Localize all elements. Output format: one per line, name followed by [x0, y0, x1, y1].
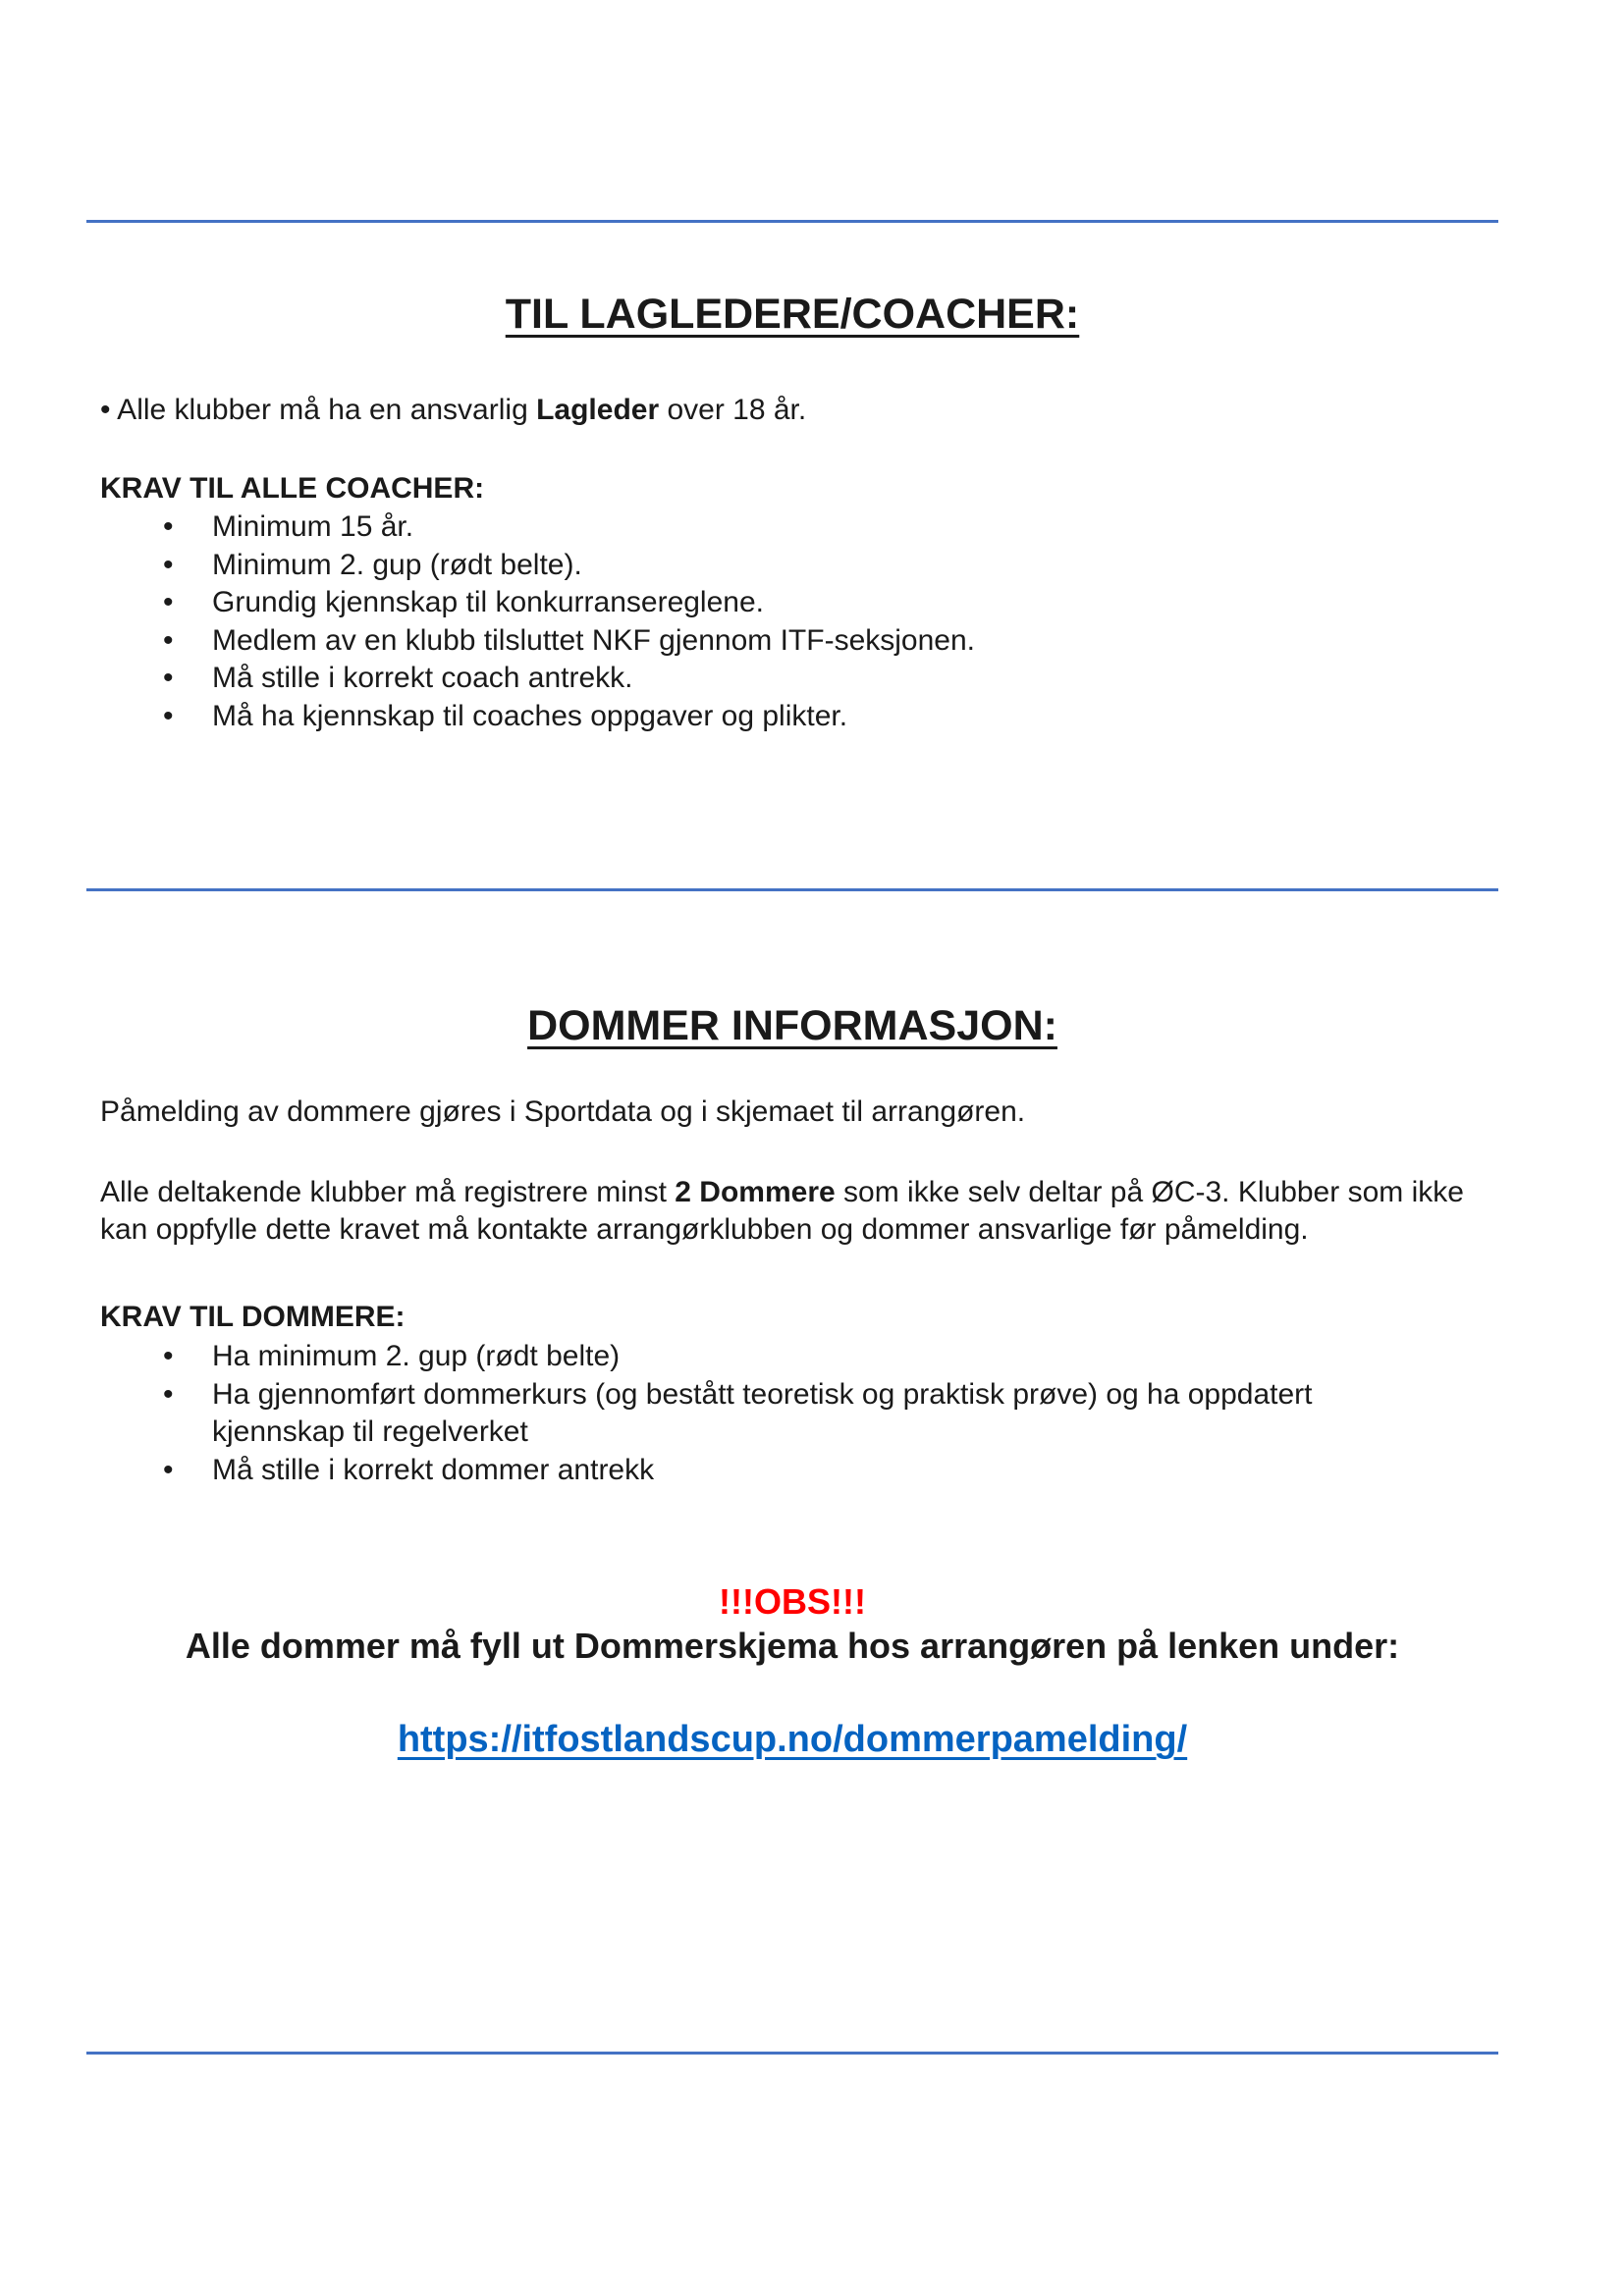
list-item: • Minimum 2. gup (rødt belte). [145, 547, 1467, 585]
section-divider-bottom [86, 2052, 1498, 2055]
list-item: • Må ha kjennskap til coaches oppgaver og plikter. [145, 698, 1467, 736]
text-segment: over 18 år. [659, 394, 807, 426]
list-item: • Minimum 15 år. [145, 508, 1467, 547]
section-divider-middle [86, 888, 1498, 891]
text-segment: • Alle klubber må ha en ansvarlig [100, 394, 537, 426]
referee-form-instruction: Alle dommer må fyll ut Dommerskjema hos arrangøren på lenken under: [185, 1626, 1400, 1666]
text-segment: som ikke selv deltar på ØC-3. Klubber som ikke kan oppfylle dette kravet må kontakte arrangørklubben og dommer ansvarlige før påmelding. [100, 1176, 1464, 1246]
list-item: • Ha minimum 2. gup (rødt belte) [145, 1338, 1392, 1376]
referee-paragraph-requirement [100, 1174, 1485, 1249]
referee-registration-link[interactable]: https://itfostlandscup.no/dommerpamelding/ [397, 1719, 1188, 1760]
referee-requirements-heading: KRAV TIL DOMMERE: [100, 1301, 406, 1333]
list-item: • Må stille i korrekt dommer antrekk [145, 1452, 1392, 1490]
coach-requirements-list [145, 508, 1467, 736]
list-item: • Grundig kjennskap til konkurransereglene. [145, 584, 1467, 622]
referee-link-line [100, 1716, 1485, 1763]
referee-section-title: DOMMER INFORMASJON: [527, 1002, 1057, 1049]
text-segment-bold: Lagleder [536, 394, 660, 426]
list-item: • Medlem av en klubb tilsluttet NKF gjennom ITF-seksjonen. [145, 622, 1467, 661]
coach-intro-line [100, 392, 1485, 429]
text-segment-bold: 2 Dommere [675, 1176, 836, 1208]
referee-paragraph-registration: Påmelding av dommere gjøres i Sportdata og i skjemaet til arrangøren. [100, 1095, 1026, 1128]
referee-requirements-list [145, 1338, 1392, 1489]
coach-requirements-heading: KRAV TIL ALLE COACHER: [100, 472, 485, 505]
obs-alert: !!!OBS!!! [719, 1581, 866, 1622]
section-divider-top [86, 220, 1498, 223]
list-item: • Ha gjennomført dommerkurs (og bestått teoretisk og praktisk prøve) og ha oppdatert kjennskap til regelverket [145, 1376, 1392, 1452]
text-segment: Alle deltakende klubber må registrere minst [100, 1176, 676, 1208]
coach-section-title: TIL LAGLEDERE/COACHER: [505, 291, 1080, 338]
list-item: • Må stille i korrekt coach antrekk. [145, 660, 1467, 698]
